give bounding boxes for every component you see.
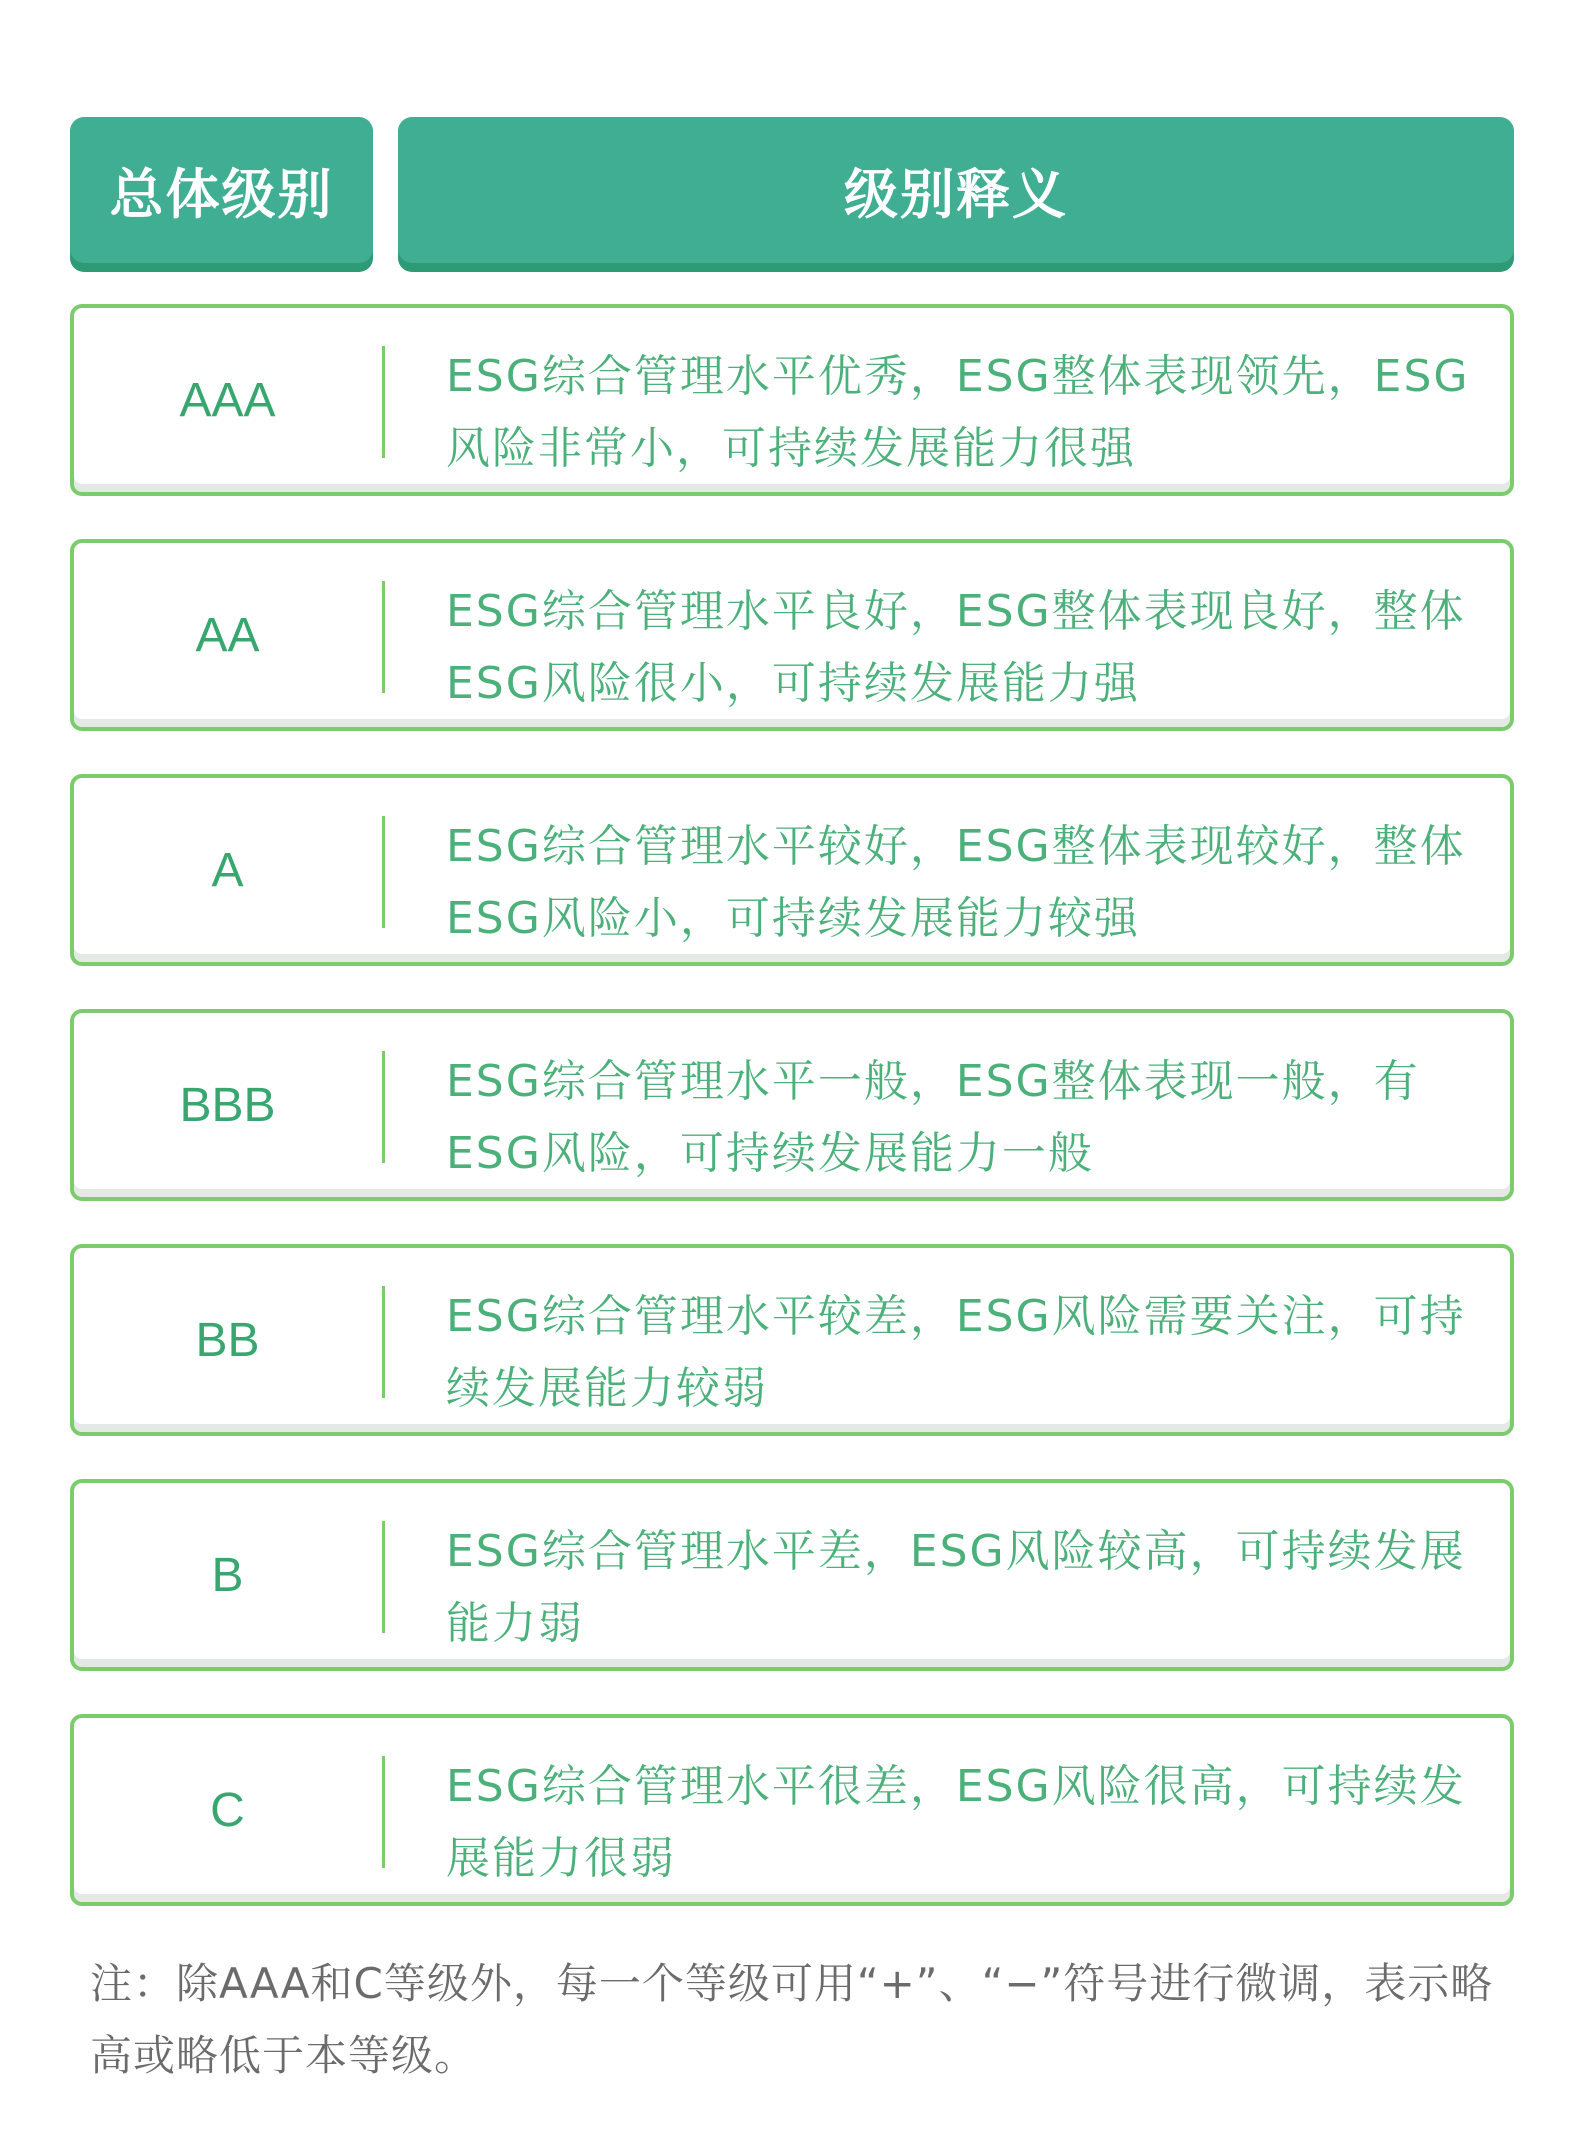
grade-label: AA (195, 608, 260, 662)
rating-row-aaa (70, 304, 1514, 496)
grade-label: BB (195, 1313, 260, 1367)
grade-description: ESG综合管理水平良好，ESG整体表现良好，整体ESG风险很小，可持续发展能力强 (446, 586, 1466, 709)
header-overall-level: 总体级别 (70, 117, 373, 263)
divider (382, 346, 385, 458)
footnote: 注：除AAA和C等级外，每一个等级可用“+”、“−”符号进行微调，表示略高或略低于本等级。 (90, 1959, 1494, 2080)
grade-description: ESG综合管理水平一般，ESG整体表现一般，有ESG风险，可持续发展能力一般 (446, 1056, 1420, 1179)
divider (382, 816, 385, 928)
divider (382, 1286, 385, 1398)
header-level-description: 级别释义 (398, 117, 1514, 263)
divider (382, 1051, 385, 1163)
grade-label: BBB (179, 1078, 276, 1132)
grade-label: AAA (179, 373, 276, 427)
grade-description: ESG综合管理水平较好，ESG整体表现较好，整体ESG风险小，可持续发展能力较强 (446, 821, 1466, 944)
rating-row-aa (70, 539, 1514, 731)
divider (382, 581, 385, 693)
grade-label: A (211, 843, 244, 897)
rating-row-a (70, 774, 1514, 966)
rating-row-bb (70, 1244, 1514, 1436)
grade-label: C (210, 1783, 245, 1837)
rating-row-c (70, 1714, 1514, 1906)
grade-description: ESG综合管理水平差，ESG风险较高，可持续发展能力弱 (446, 1526, 1466, 1649)
rating-row-b (70, 1479, 1514, 1671)
grade-label: B (211, 1548, 244, 1602)
grade-description: ESG综合管理水平很差，ESG风险很高，可持续发展能力很弱 (446, 1761, 1466, 1884)
divider (382, 1521, 385, 1633)
divider (382, 1756, 385, 1868)
grade-description: ESG综合管理水平较差，ESG风险需要关注，可持续发展能力较弱 (446, 1291, 1466, 1414)
grade-description: ESG综合管理水平优秀，ESG整体表现领先，ESG风险非常小，可持续发展能力很强 (446, 351, 1470, 474)
rating-row-bbb (70, 1009, 1514, 1201)
